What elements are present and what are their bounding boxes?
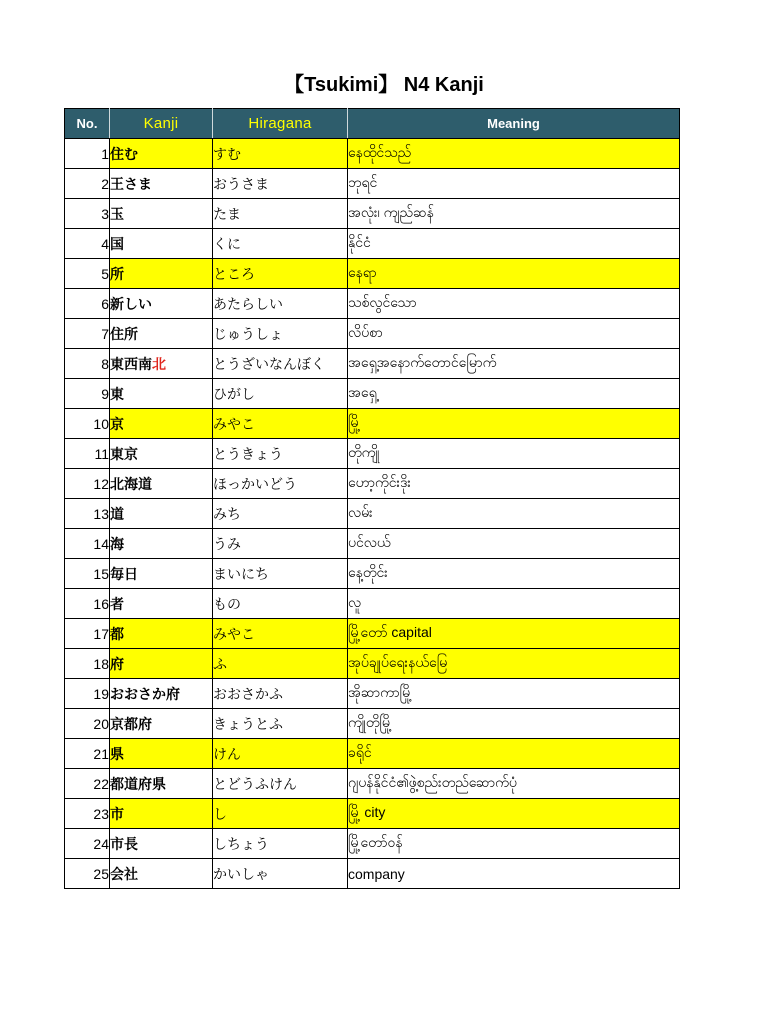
cell-no	[65, 589, 110, 619]
cell-meaning	[348, 199, 680, 229]
table-row	[65, 529, 680, 559]
cell-hiragana	[213, 379, 348, 409]
meaning-text: အရှေ့	[348, 384, 377, 400]
kanji-text: 京	[110, 415, 124, 432]
cell-hiragana	[213, 289, 348, 319]
cell-no	[65, 559, 110, 589]
table-row	[65, 229, 680, 259]
cell-meaning	[348, 469, 680, 499]
cell-hiragana	[213, 319, 348, 349]
cell-meaning	[348, 619, 680, 649]
meaning-text: အရှေ့အနောက်တောင်မြောက်	[348, 354, 497, 370]
cell-hiragana	[213, 229, 348, 259]
cell-kanji	[110, 829, 213, 859]
meaning-text: နေထိုင်သည်	[348, 144, 412, 160]
header-no: No.	[65, 109, 110, 139]
cell-kanji	[110, 649, 213, 679]
table-row	[65, 859, 680, 889]
row-number: 13	[93, 505, 109, 522]
hiragana-text: みやこ	[213, 625, 255, 642]
cell-hiragana	[213, 469, 348, 499]
hiragana-text: ところ	[213, 265, 255, 282]
cell-hiragana	[213, 709, 348, 739]
cell-no	[65, 799, 110, 829]
table-row	[65, 259, 680, 289]
cell-no	[65, 289, 110, 319]
cell-no	[65, 859, 110, 889]
cell-kanji	[110, 379, 213, 409]
hiragana-text: きょうとふ	[213, 715, 283, 732]
row-number: 6	[101, 295, 109, 312]
kanji-text: 都道府県	[110, 775, 166, 792]
cell-meaning	[348, 139, 680, 169]
hiragana-text: すむ	[213, 145, 241, 162]
table-row	[65, 679, 680, 709]
row-number: 24	[93, 835, 109, 852]
cell-kanji	[110, 229, 213, 259]
row-number: 9	[101, 385, 109, 402]
cell-hiragana	[213, 439, 348, 469]
hiragana-text: ふ	[213, 655, 227, 672]
row-number: 19	[93, 685, 109, 702]
meaning-text: အလုံး၊ ကျည်ဆန်	[348, 204, 434, 220]
cell-kanji	[110, 799, 213, 829]
cell-meaning	[348, 499, 680, 529]
cell-hiragana	[213, 649, 348, 679]
cell-meaning	[348, 829, 680, 859]
cell-no	[65, 529, 110, 559]
row-number: 23	[93, 805, 109, 822]
hiragana-text: あたらしい	[213, 295, 283, 312]
hiragana-text: じゅうしょ	[213, 325, 283, 342]
table-row	[65, 619, 680, 649]
meaning-text: ကျိုတိုမြို့	[348, 714, 393, 730]
row-number: 2	[101, 175, 109, 192]
cell-no	[65, 199, 110, 229]
cell-no	[65, 379, 110, 409]
table-row	[65, 499, 680, 529]
cell-no	[65, 649, 110, 679]
cell-meaning	[348, 799, 680, 829]
cell-hiragana	[213, 859, 348, 889]
hiragana-text: くに	[213, 235, 241, 252]
row-number: 16	[93, 595, 109, 612]
hiragana-text: うみ	[213, 535, 241, 552]
hiragana-text: もの	[213, 595, 241, 612]
cell-hiragana	[213, 499, 348, 529]
cell-kanji	[110, 439, 213, 469]
cell-no	[65, 139, 110, 169]
cell-meaning	[348, 409, 680, 439]
table-row	[65, 649, 680, 679]
meaning-text: မြို့ city	[348, 804, 386, 820]
meaning-text: မြို့	[348, 414, 361, 430]
row-number: 1	[101, 145, 109, 162]
row-number: 25	[93, 865, 109, 882]
cell-no	[65, 349, 110, 379]
kanji-text: 国	[110, 235, 124, 252]
cell-hiragana	[213, 799, 348, 829]
kanji-text: おおさか府	[110, 685, 180, 702]
kanji-text: 東京	[110, 445, 138, 462]
row-number: 5	[101, 265, 109, 282]
cell-kanji	[110, 709, 213, 739]
cell-meaning	[348, 769, 680, 799]
cell-kanji	[110, 469, 213, 499]
kanji-text: 府	[110, 655, 124, 672]
cell-kanji	[110, 859, 213, 889]
cell-kanji	[110, 739, 213, 769]
cell-hiragana	[213, 829, 348, 859]
table-row	[65, 199, 680, 229]
cell-meaning	[348, 259, 680, 289]
cell-kanji	[110, 139, 213, 169]
hiragana-text: みち	[213, 505, 241, 522]
cell-kanji	[110, 289, 213, 319]
kanji-text: 北海道	[110, 475, 152, 492]
kanji-text: 所	[110, 265, 124, 282]
cell-meaning	[348, 589, 680, 619]
kanji-text: 住む	[110, 145, 138, 162]
hiragana-text: けん	[213, 745, 241, 762]
hiragana-text: みやこ	[213, 415, 255, 432]
cell-meaning	[348, 529, 680, 559]
kanji-text: 市長	[110, 835, 138, 852]
row-number: 8	[101, 355, 109, 372]
cell-no	[65, 469, 110, 499]
row-number: 4	[101, 235, 109, 252]
row-number: 21	[93, 745, 109, 762]
cell-hiragana	[213, 409, 348, 439]
table-row	[65, 289, 680, 319]
meaning-text: သစ်လွင်သော	[348, 294, 417, 310]
meaning-text: လိပ်စာ	[348, 324, 383, 340]
table-row	[65, 379, 680, 409]
row-number: 17	[93, 625, 109, 642]
cell-kanji	[110, 409, 213, 439]
kanji-table	[64, 108, 680, 889]
table-row	[65, 469, 680, 499]
table-row	[65, 589, 680, 619]
meaning-text: ဘုရင်	[348, 174, 378, 190]
table-row	[65, 439, 680, 469]
row-number: 7	[101, 325, 109, 342]
cell-hiragana	[213, 619, 348, 649]
kanji-text: 王さま	[110, 175, 152, 192]
hiragana-text: しちょう	[213, 835, 269, 852]
row-number: 12	[93, 475, 109, 492]
cell-hiragana	[213, 529, 348, 559]
kanji-text: 者	[110, 595, 124, 612]
table-row	[65, 829, 680, 859]
table-row	[65, 769, 680, 799]
hiragana-text: とどうふけん	[213, 775, 297, 792]
meaning-text: ဟော့ကိုင်းဒိုး	[348, 474, 411, 490]
cell-meaning	[348, 649, 680, 679]
meaning-text: နေရာ	[348, 264, 377, 280]
cell-no	[65, 229, 110, 259]
meaning-text: ဂျပန်နိုင်ငံ၏ဖွဲ့စည်းတည်ဆောက်ပုံ	[348, 774, 517, 790]
kanji-text: 会社	[110, 865, 138, 882]
meaning-text: မြို့တော် capital	[348, 624, 432, 640]
meaning-text: company	[348, 865, 405, 882]
kanji-text: 海	[110, 535, 124, 552]
table-row	[65, 139, 680, 169]
header-hiragana: Hiragana	[213, 109, 348, 139]
kanji-text: 都	[110, 625, 124, 642]
meaning-text: လူ	[348, 594, 362, 610]
meaning-text: တိုကျို	[348, 444, 380, 460]
table-header	[65, 109, 680, 139]
page-title: 【Tsukimi】 N4 Kanji	[284, 74, 484, 96]
cell-meaning	[348, 859, 680, 889]
hiragana-text: かいしゃ	[213, 865, 269, 882]
kanji-text: 市	[110, 805, 124, 822]
cell-no	[65, 499, 110, 529]
cell-hiragana	[213, 769, 348, 799]
meaning-text: နိုင်ငံ	[348, 234, 371, 250]
hiragana-text: たま	[213, 205, 241, 222]
kanji-text: 京都府	[110, 715, 152, 732]
cell-kanji	[110, 259, 213, 289]
meaning-text: အိုဆာကာမြို့	[348, 684, 413, 700]
cell-meaning	[348, 559, 680, 589]
table-row	[65, 409, 680, 439]
cell-meaning	[348, 169, 680, 199]
kanji-text: 東	[110, 385, 124, 402]
kanji-text: 県	[110, 745, 124, 762]
cell-meaning	[348, 379, 680, 409]
cell-meaning	[348, 289, 680, 319]
kanji-text: 新しい	[110, 295, 152, 312]
row-number: 3	[101, 205, 109, 222]
hiragana-text: おうさま	[213, 175, 269, 192]
cell-hiragana	[213, 679, 348, 709]
cell-hiragana	[213, 169, 348, 199]
row-number: 11	[94, 445, 109, 462]
kanji-text: 道	[110, 505, 124, 522]
cell-kanji	[110, 589, 213, 619]
meaning-text: အုပ်ချုပ်ရေးနယ်မြေ	[348, 654, 448, 670]
meaning-text: ခရိုင်	[348, 744, 372, 760]
cell-kanji	[110, 619, 213, 649]
cell-no	[65, 409, 110, 439]
cell-no	[65, 619, 110, 649]
meaning-text: မြို့တော်ဝန်	[348, 834, 403, 850]
cell-no	[65, 709, 110, 739]
cell-no	[65, 169, 110, 199]
cell-hiragana	[213, 349, 348, 379]
cell-meaning	[348, 439, 680, 469]
cell-no	[65, 259, 110, 289]
kanji-text: 玉	[110, 205, 124, 222]
cell-no	[65, 739, 110, 769]
cell-meaning	[348, 229, 680, 259]
cell-meaning	[348, 349, 680, 379]
cell-no	[65, 319, 110, 349]
table-row	[65, 319, 680, 349]
cell-meaning	[348, 739, 680, 769]
table-row	[65, 799, 680, 829]
table-row	[65, 709, 680, 739]
cell-kanji	[110, 349, 213, 379]
cell-meaning	[348, 679, 680, 709]
kanji-text: 東西南	[110, 355, 152, 372]
row-number: 20	[93, 715, 109, 732]
cell-hiragana	[213, 559, 348, 589]
table-row	[65, 559, 680, 589]
table-row	[65, 739, 680, 769]
row-number: 14	[93, 535, 109, 552]
cell-hiragana	[213, 199, 348, 229]
cell-kanji	[110, 499, 213, 529]
table-row	[65, 349, 680, 379]
cell-kanji	[110, 199, 213, 229]
kanji-red-text: 北	[152, 355, 166, 372]
cell-kanji	[110, 169, 213, 199]
cell-hiragana	[213, 139, 348, 169]
cell-kanji	[110, 559, 213, 589]
meaning-text: ပင်လယ်	[348, 534, 391, 550]
table-body	[65, 139, 680, 889]
cell-hiragana	[213, 589, 348, 619]
meaning-text: နေ့တိုင်း	[348, 564, 388, 580]
table-row	[65, 169, 680, 199]
cell-kanji	[110, 319, 213, 349]
cell-no	[65, 439, 110, 469]
hiragana-text: ほっかいどう	[213, 475, 297, 492]
cell-no	[65, 829, 110, 859]
hiragana-text: とうざいなんぼく	[213, 355, 325, 372]
kanji-text: 毎日	[110, 565, 138, 582]
meaning-text: လမ်း	[348, 504, 373, 520]
cell-kanji	[110, 769, 213, 799]
row-number: 22	[93, 775, 109, 792]
cell-hiragana	[213, 739, 348, 769]
row-number: 18	[93, 655, 109, 672]
hiragana-text: とうきょう	[213, 445, 283, 462]
hiragana-text: し	[213, 805, 227, 822]
header-kanji: Kanji	[110, 109, 213, 139]
cell-meaning	[348, 319, 680, 349]
header-meaning: Meaning	[348, 109, 680, 139]
kanji-text: 住所	[110, 325, 138, 342]
hiragana-text: おおさかふ	[213, 685, 283, 702]
cell-hiragana	[213, 259, 348, 289]
cell-meaning	[348, 709, 680, 739]
cell-kanji	[110, 679, 213, 709]
cell-kanji	[110, 529, 213, 559]
cell-no	[65, 769, 110, 799]
row-number: 15	[93, 565, 109, 582]
hiragana-text: まいにち	[213, 565, 269, 582]
row-number: 10	[93, 415, 109, 432]
cell-no	[65, 679, 110, 709]
hiragana-text: ひがし	[213, 385, 255, 402]
